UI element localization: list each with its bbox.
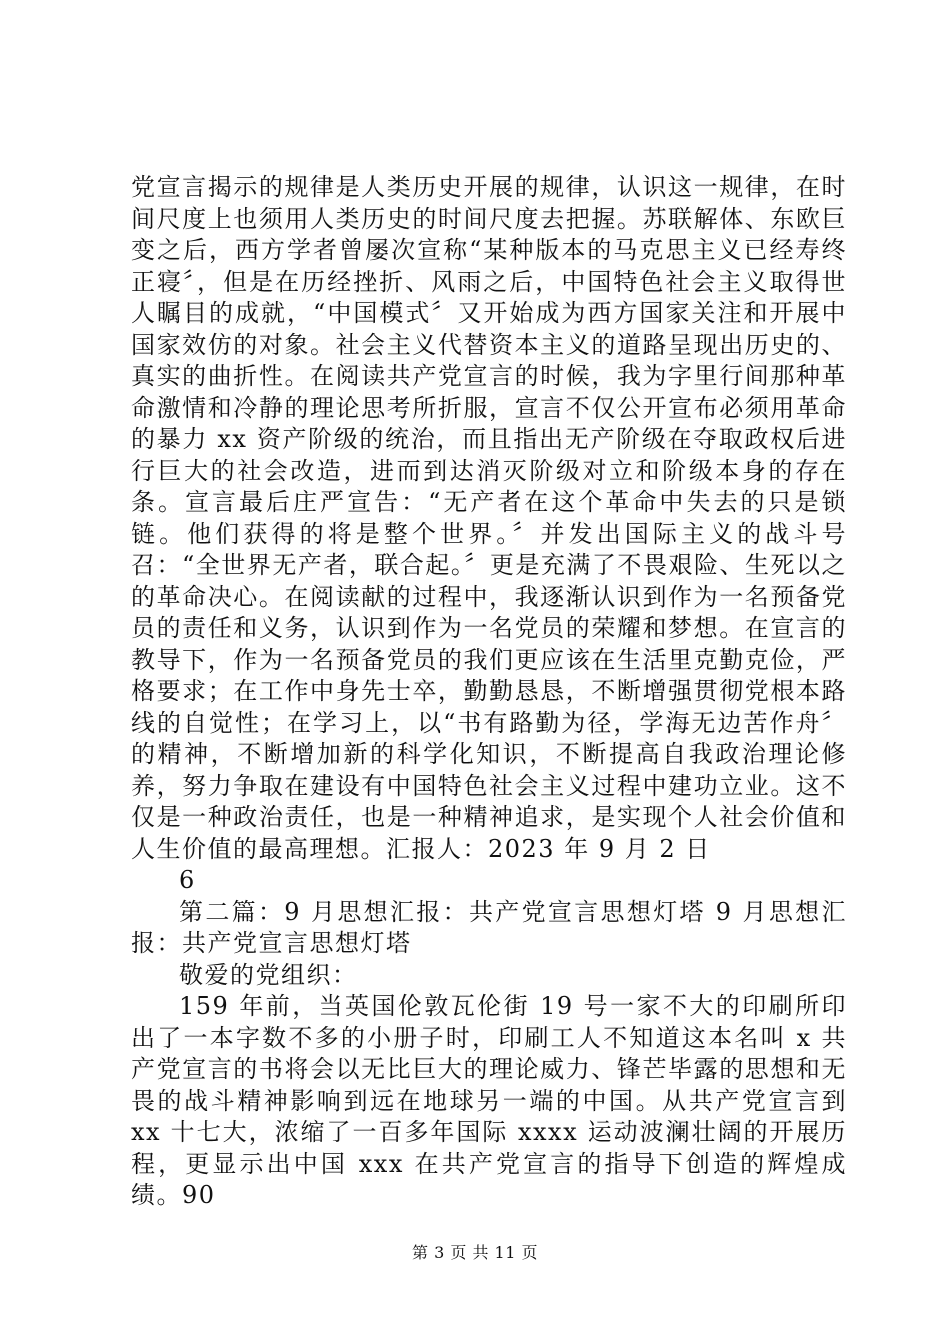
paragraph-continuation: 党宣言揭示的规律是人类历史开展的规律，认识这一规律，在时间尺度上也须用人类历史的时间尺度去把握。苏联解体、东欧巨变之后，西方学者曾屡次宣称“某种版本的马克思主义已经寿终正寝〞，但是在历经挫折、风雨之后，中国特色社会主义取得世人瞩目的成就，“中国模式〞又开始成为西方国家关注和开展中国家效仿的对象。社会主义代替资本主义的道路呈现出历史的、真实的曲折性。在阅读共产党宣言的时候，我为字里行间那种革命激情和冷静的理论思考所折服，宣言不仅公开宣布必须用革命的暴力 xx 资产阶级的统治，而且指出无产阶级在夺取政权后进行巨大的社会改造，进而到达消灭阶级对立和阶级本身的存在条。宣言最后庄严宣告：“无产者在这个革命中失去的只是锁链。他们获得的将是整个世界。〞并发出国际主义的战斗号召：“全世界无产者，联合起。〞更是充满了不畏艰险、生死以之的革命决心。在阅读献的过程中，我逐渐认识到作为一名预备党员的责任和义务，认识到作为一名党员的荣耀和梦想。在宣言的教导下，作为一名预备党员的我们更应该在生活里克勤克俭，严格要求；在工作中身先士卒，勤勤恳恳，不断增强贯彻党根本路线的自觉性；在学习上，以“书有路勤为径，学海无边苦作舟〞的精神，不断增加新的科学化知识，不断提高自我政治理论修养，努力争取在建设有中国特色社会主义过程中建功立业。这不仅是一种政治责任，也是一种精神追求，是实现个人社会价值和人生价值的最高理想。汇报人：2023 年 9 月 2 日 [131,173,847,863]
document-body [131,172,847,1212]
paragraph-page-number: 6 [179,866,196,894]
paragraph-body: 159 年前，当英国伦敦瓦伦街 19 号一家不大的印刷所印出了一本字数不多的小册子时，印刷工人不知道这本名叫 x 共产党宣言的书将会以无比巨大的理论威力、锋芒毕露的思想和无畏的战斗精神影响到远在地球另一端的中国。从共产党宣言到 xx 十七大，浓缩了一百多年国际 xxxx 运动波澜壮阔的开展历程，更显示出中国 xxx 在共产党宣言的指导下创造的辉煌成绩。90 [131,992,847,1209]
section-heading: 第二篇：9 月思想汇报：共产党宣言思想灯塔 9 月思想汇报：共产党宣言思想灯塔 [131,897,847,957]
salutation: 敬爱的党组织： [179,960,358,989]
page-footer: 第 3 页 共 11 页 [412,1243,538,1262]
